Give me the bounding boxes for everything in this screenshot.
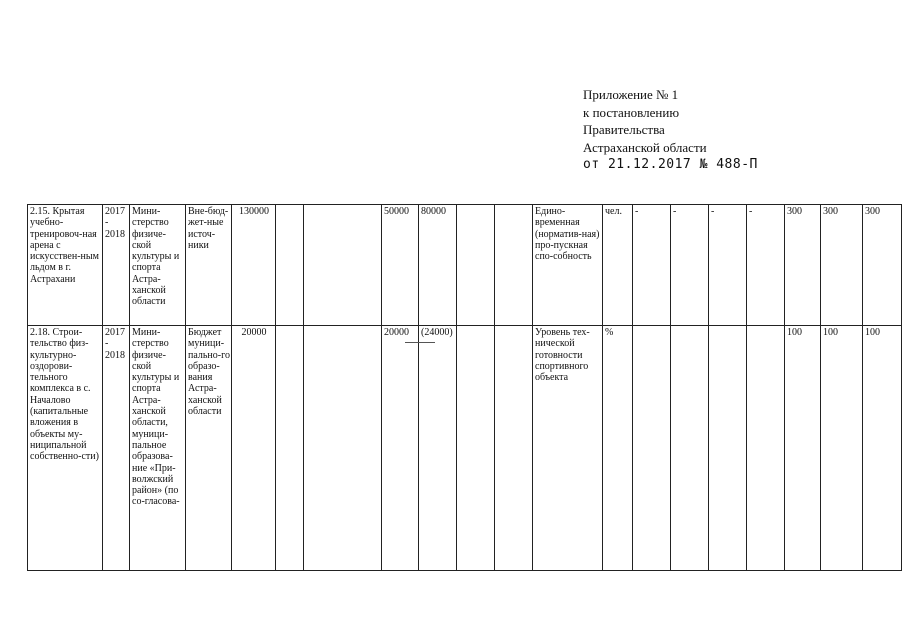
program-table [27,204,902,571]
row-year-2018: 80000 [419,205,457,326]
row-value-3 [709,326,747,571]
row-value-2: - [671,205,709,326]
row-year-2017: 50000 [382,205,419,326]
row-value-2 [671,326,709,571]
row-indicator: Уровень тех-нической готовности спортивного объекта [533,326,603,571]
row-value-7: 100 [863,326,902,571]
row-cell-c6 [495,205,533,326]
row-value-6: 300 [821,205,863,326]
header-region: Астраханской области [583,139,707,155]
table-row [28,326,902,571]
row-cell-c2 [304,205,382,326]
row-cell-c5 [457,205,495,326]
row-unit: % [603,326,633,571]
row-cell-c2 [304,326,382,571]
header-to-resolution: к постановлению [583,104,680,120]
row-period: 2017 - 2018 [103,205,130,326]
document-header [583,86,758,174]
row-value-5: 100 [785,326,821,571]
row-year-2018: (24000) [419,326,457,571]
table-row [28,205,902,326]
row-cell-c5 [457,326,495,571]
row-executor: Мини-стерство физиче-ской культуры и спорта Астра-ханской области, муници-пальное образова-ние «При-волжский район» (по со-гласова- [130,326,186,571]
row-total: 130000 [232,205,276,326]
row-year-2017: 20000 [382,326,419,571]
row-source: Бюджет муници-пально-го образо-вания Астра-ханской области [186,326,232,571]
row-executor: Мини-стерство физиче-ской культуры и спорта Астра-ханской области [130,205,186,326]
row-value-4 [747,326,785,571]
row-title: 2.15. Крытая учебно-тренировоч-ная арена с искусствен-ным льдом в г. Астрахани [28,205,103,326]
row-value-5: 300 [785,205,821,326]
row-value-1: - [633,205,671,326]
header-appendix: Приложение № 1 [583,87,679,102]
header-date-number: от 21.12.2017 № 488-П [583,157,758,172]
row-value-4: - [747,205,785,326]
row-value-3: - [709,205,747,326]
row-total: 20000 [232,326,276,571]
row-period: 2017 - 2018 [103,326,130,571]
header-government: Правительства [583,122,665,137]
row-unit: чел. [603,205,633,326]
row-indicator: Едино-временная (норматив-ная) про-пускная спо-собность [533,205,603,326]
row-cell-c1 [276,326,304,571]
row-source: Вне-бюд-жет-ные источ-ники [186,205,232,326]
handwritten-mark [405,342,435,343]
row-title: 2.18. Строи-тельство физ-культурно-оздорови-тельного комплекса в с. Началово (капитальные вложения в объекты му-ниципальной собственно-сти) [28,326,103,571]
row-value-6: 100 [821,326,863,571]
row-cell-c6 [495,326,533,571]
row-value-7: 300 [863,205,902,326]
row-value-1 [633,326,671,571]
row-cell-c1 [276,205,304,326]
